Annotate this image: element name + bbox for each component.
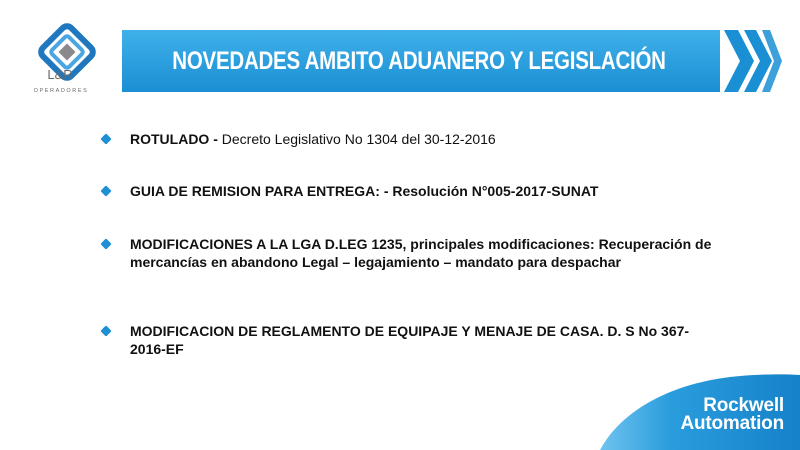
- page-title: NOVEDADES AMBITO ADUANERO Y LEGISLACIÓN: [172, 46, 666, 75]
- bullet-text: [130, 322, 720, 358]
- bullet-diamond-icon: [100, 133, 112, 145]
- bullet-text: [130, 182, 720, 200]
- brand-line-2: Automation: [680, 413, 784, 434]
- bullet-strong: GUIA DE REMISION PARA ENTREGA: - Resolución N°005-2017-SUNAT: [130, 183, 599, 199]
- bullet-strong: MODIFICACION DE REGLAMENTO DE EQUIPAJE Y MENAJE DE CASA. D. S No 367-2016-EF: [130, 323, 690, 357]
- bullet-text: [130, 235, 720, 271]
- bullet-normal: Decreto Legislativo No 1304 del 30-12-2016: [221, 131, 496, 147]
- bullet-strong: ROTULADO -: [130, 131, 222, 147]
- bullet-diamond-icon: [100, 185, 112, 197]
- bullet-strong: MODIFICACIONES A LA LGA D.LEG 1235, principales modificaciones: Recuperación de mercancías en abandono Legal – legajamiento – mandato para despachar: [130, 236, 712, 270]
- rockwell-automation-logo: [624, 397, 784, 433]
- bullet-text: [130, 130, 720, 148]
- bullet-diamond-icon: [100, 325, 112, 337]
- bullet-diamond-icon: [100, 238, 112, 250]
- logo-subtext: OPERADORES: [33, 88, 89, 94]
- logo-text: L&R: [47, 67, 73, 82]
- brand-line-1: Rockwell: [703, 395, 784, 416]
